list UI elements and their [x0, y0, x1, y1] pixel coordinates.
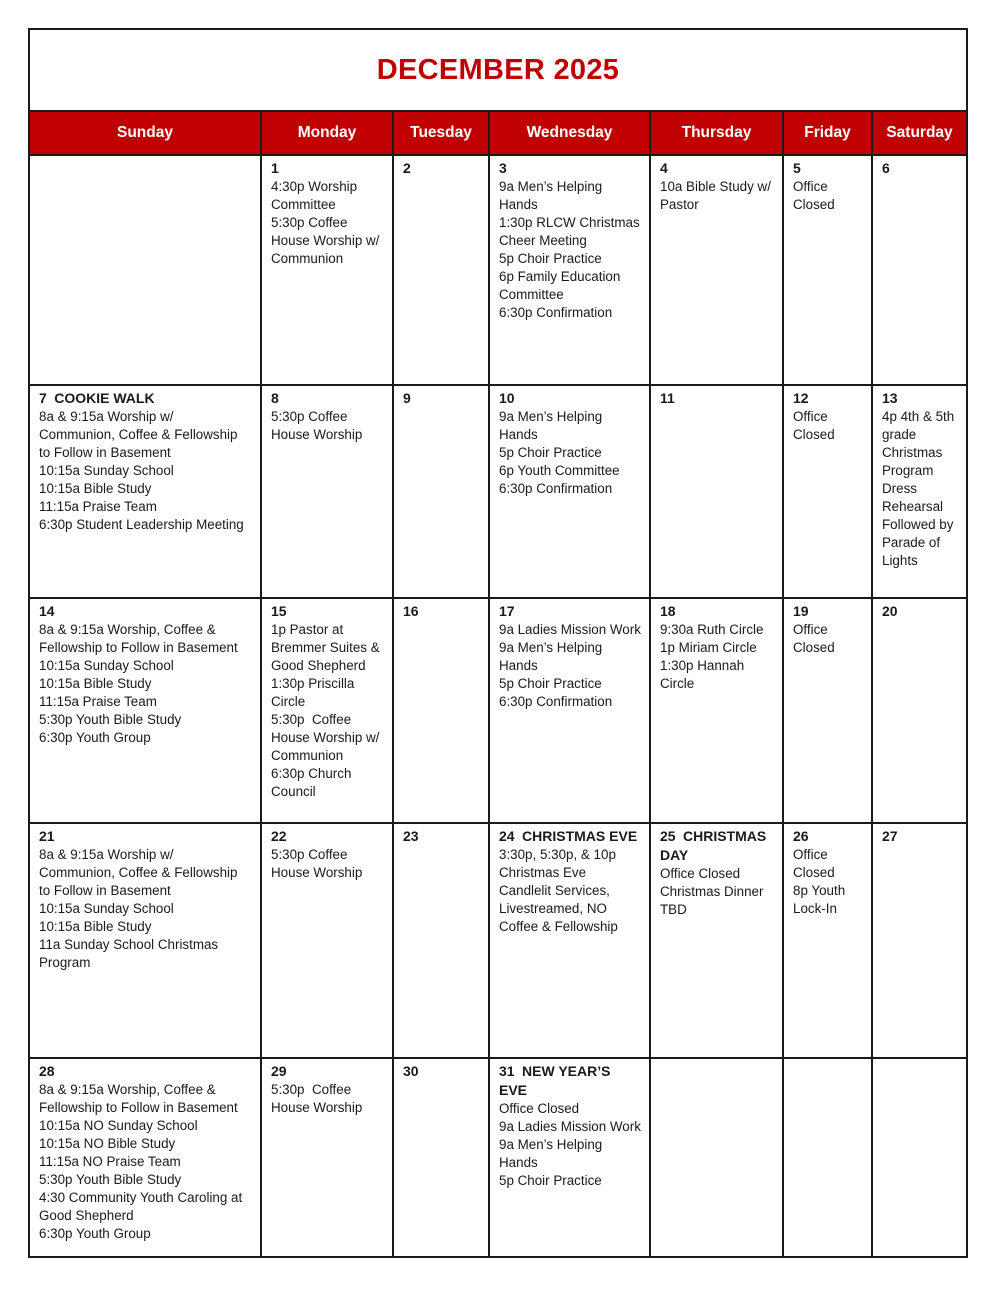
day-number: 29 — [271, 1063, 287, 1079]
event-item: 5:30p Coffee House Worship w/ Communion — [271, 215, 384, 266]
event-item: 5:30p Youth Bible Study — [39, 1172, 182, 1187]
day-number: 27 — [882, 828, 898, 844]
day-label: CHRISTMAS EVE — [522, 828, 638, 844]
day-label: NEW YEAR’S EVE — [499, 1063, 611, 1098]
day-cell-19 — [784, 599, 873, 824]
event-item: 6p Youth Committee — [499, 463, 620, 478]
day-heading — [793, 602, 863, 621]
day-number: 19 — [793, 603, 809, 619]
event-item: 6:30p Youth Group — [39, 1226, 151, 1241]
day-number: 30 — [403, 1063, 419, 1079]
event-item: 10:15a NO Bible Study — [39, 1136, 176, 1151]
event-item: 4:30p Worship Committee — [271, 179, 361, 212]
day-cell-29 — [262, 1059, 394, 1256]
day-cell-21 — [30, 824, 262, 1059]
day-heading — [499, 389, 641, 408]
day-heading — [403, 389, 480, 408]
event-item: 1p Miriam Circle — [660, 640, 757, 655]
event-item: 6:30p Confirmation — [499, 481, 613, 496]
calendar-page — [28, 28, 968, 1258]
day-heading — [499, 1062, 641, 1100]
day-heading — [793, 827, 863, 846]
weekday-header-saturday: Saturday — [886, 124, 953, 141]
weekday-header-friday: Friday — [784, 112, 873, 154]
event-item: 5p Choir Practice — [499, 445, 602, 460]
empty-day-cell — [784, 1059, 873, 1256]
day-cell-23 — [394, 824, 490, 1059]
day-heading — [39, 389, 252, 408]
day-heading — [39, 1062, 252, 1081]
event-item: 11:15a Praise Team — [39, 694, 157, 709]
day-cell-17 — [490, 599, 651, 824]
day-heading — [660, 827, 774, 865]
day-heading — [499, 827, 641, 846]
day-cell-5 — [784, 156, 873, 386]
day-number: 5 — [793, 160, 801, 176]
day-number: 15 — [271, 603, 287, 619]
event-item: 1:30p RLCW Christmas Cheer Meeting — [499, 215, 644, 248]
day-number: 21 — [39, 828, 55, 844]
day-number: 26 — [793, 828, 809, 844]
day-number: 8 — [271, 390, 279, 406]
day-cell-28 — [30, 1059, 262, 1256]
event-item: 10:15a Bible Study — [39, 481, 152, 496]
weekday-header-wednesday: Wednesday — [490, 112, 651, 154]
weekday-header-sunday: Sunday — [30, 112, 262, 154]
event-item: 9a Ladies Mission Work — [499, 1119, 641, 1134]
event-item: 5p Choir Practice — [499, 676, 602, 691]
day-heading — [271, 1062, 384, 1081]
event-item: Office Closed — [793, 622, 835, 655]
day-heading — [499, 159, 641, 178]
event-item: 1:30p Hannah Circle — [660, 658, 748, 691]
day-heading — [499, 602, 641, 621]
empty-day-cell — [873, 1059, 966, 1256]
day-cell-11 — [651, 386, 784, 599]
event-item: 3:30p, 5:30p, & 10p Christmas Eve Candlelit Services, Livestreamed, NO Coffee & Fellowship — [499, 847, 620, 934]
day-number: 12 — [793, 390, 809, 406]
event-item: Office Closed — [793, 409, 835, 442]
day-cell-10 — [490, 386, 651, 599]
day-cell-24 — [490, 824, 651, 1059]
day-number: 4 — [660, 160, 668, 176]
day-cell-14 — [30, 599, 262, 824]
day-number: 14 — [39, 603, 55, 619]
event-item: 6:30p Confirmation — [499, 305, 613, 320]
day-number: 13 — [882, 390, 898, 406]
title-band — [30, 30, 966, 112]
event-item: 5p Choir Practice — [499, 251, 602, 266]
day-heading — [403, 1062, 480, 1081]
day-heading — [660, 159, 774, 178]
event-item: Office Closed — [793, 847, 835, 880]
day-heading — [882, 827, 958, 846]
day-number: 18 — [660, 603, 676, 619]
weekday-header-tuesday: Tuesday — [394, 112, 490, 154]
event-item: 6:30p Church Council — [271, 766, 356, 799]
day-cell-1 — [262, 156, 394, 386]
day-cell-12 — [784, 386, 873, 599]
day-number: 7 — [39, 390, 47, 406]
event-item: 5:30p Coffee House Worship — [271, 1082, 363, 1115]
event-item: Office Closed — [499, 1101, 580, 1116]
day-cell-27 — [873, 824, 966, 1059]
day-heading — [39, 602, 252, 621]
day-number: 10 — [499, 390, 515, 406]
event-item: 5:30p Coffee House Worship — [271, 847, 363, 880]
day-cell-25 — [651, 824, 784, 1059]
day-number: 17 — [499, 603, 515, 619]
event-item: 4:30 Community Youth Caroling at Good Shepherd — [39, 1190, 246, 1223]
event-item: 6:30p Youth Group — [39, 730, 151, 745]
day-cell-6 — [873, 156, 966, 386]
day-number: 3 — [499, 160, 507, 176]
day-label: COOKIE WALK — [54, 390, 155, 406]
event-item: 9a Men’s Helping Hands — [499, 409, 606, 442]
event-item: Christmas Dinner TBD — [660, 884, 767, 917]
day-cell-7 — [30, 386, 262, 599]
event-item: 9:30a Ruth Circle — [660, 622, 764, 637]
event-item: Office Closed — [793, 179, 835, 212]
event-item: 8a & 9:15a Worship w/ Communion, Coffee & Fellowship to Follow in Basement — [39, 409, 242, 460]
event-item: 8a & 9:15a Worship, Coffee & Fellowship to Follow in Basement — [39, 1082, 238, 1115]
day-number: 16 — [403, 603, 419, 619]
event-item: 5p Choir Practice — [499, 1173, 602, 1188]
day-cell-16 — [394, 599, 490, 824]
empty-day-cell — [651, 1059, 784, 1256]
day-heading — [271, 159, 384, 178]
day-cell-4 — [651, 156, 784, 386]
calendar-title: DECEMBER 2025 — [376, 53, 620, 86]
day-number: 9 — [403, 390, 411, 406]
event-item: 8a & 9:15a Worship, Coffee & Fellowship to Follow in Basement — [39, 622, 238, 655]
day-number: 6 — [882, 160, 890, 176]
day-number: 22 — [271, 828, 287, 844]
event-item: 9a Men’s Helping Hands — [499, 179, 606, 212]
event-item: 11a Sunday School Christmas Program — [39, 937, 222, 970]
event-item: 9a Ladies Mission Work — [499, 622, 641, 637]
event-item: 5:30p Youth Bible Study — [39, 712, 182, 727]
day-cell-13 — [873, 386, 966, 599]
event-item: 4p 4th & 5th grade Christmas Program Dress Rehearsal Followed by Parade of Lights — [882, 409, 958, 568]
day-cell-26 — [784, 824, 873, 1059]
day-number: 2 — [403, 160, 411, 176]
day-cell-2 — [394, 156, 490, 386]
event-item: 10:15a Bible Study — [39, 676, 152, 691]
day-cell-22 — [262, 824, 394, 1059]
weekday-header-monday: Monday — [262, 112, 394, 154]
day-label: CHRISTMAS DAY — [660, 828, 767, 863]
day-heading — [882, 602, 958, 621]
empty-day-cell — [30, 156, 262, 386]
event-item: 9a Men’s Helping Hands — [499, 1137, 606, 1170]
day-cell-3 — [490, 156, 651, 386]
day-heading — [271, 827, 384, 846]
day-heading — [660, 602, 774, 621]
weekday-header-row — [30, 112, 966, 156]
day-cell-9 — [394, 386, 490, 599]
day-cell-18 — [651, 599, 784, 824]
day-number: 23 — [403, 828, 419, 844]
day-cell-15 — [262, 599, 394, 824]
day-heading — [793, 159, 863, 178]
day-heading — [882, 159, 958, 178]
weekday-header-thursday: Thursday — [651, 112, 784, 154]
day-number: 24 — [499, 828, 515, 844]
day-heading — [271, 389, 384, 408]
event-item: 5:30p Coffee House Worship w/ Communion — [271, 712, 384, 763]
day-heading — [660, 389, 774, 408]
event-item: 11:15a Praise Team — [39, 499, 157, 514]
day-number: 31 — [499, 1063, 515, 1079]
event-item: 11:15a NO Praise Team — [39, 1154, 181, 1169]
event-item: 6:30p Confirmation — [499, 694, 613, 709]
event-item: 10:15a Bible Study — [39, 919, 152, 934]
day-heading — [403, 827, 480, 846]
day-number: 25 — [660, 828, 676, 844]
day-number: 11 — [660, 390, 675, 406]
event-item: 10:15a Sunday School — [39, 658, 174, 673]
day-heading — [39, 827, 252, 846]
day-cell-31 — [490, 1059, 651, 1256]
event-item: 8a & 9:15a Worship w/ Communion, Coffee & Fellowship to Follow in Basement — [39, 847, 242, 898]
event-item: 5:30p Coffee House Worship — [271, 409, 363, 442]
event-item: 8p Youth Lock-In — [793, 883, 849, 916]
event-item: 10:15a Sunday School — [39, 901, 174, 916]
event-item: 9a Men’s Helping Hands — [499, 640, 606, 673]
event-item: 10:15a Sunday School — [39, 463, 174, 478]
event-item: 1:30p Priscilla Circle — [271, 676, 359, 709]
event-item: 6p Family Education Committee — [499, 269, 625, 302]
day-cell-8 — [262, 386, 394, 599]
day-cell-30 — [394, 1059, 490, 1256]
day-heading — [271, 602, 384, 621]
day-number: 1 — [271, 160, 279, 176]
day-heading — [403, 159, 480, 178]
day-heading — [793, 389, 863, 408]
day-number: 28 — [39, 1063, 55, 1079]
event-item: Office Closed — [660, 866, 741, 881]
event-item: 1p Pastor at Bremmer Suites & Good Shepherd — [271, 622, 384, 673]
event-item: 10:15a NO Sunday School — [39, 1118, 198, 1133]
event-item: 10a Bible Study w/ Pastor — [660, 179, 775, 212]
day-heading — [403, 602, 480, 621]
day-heading — [882, 389, 958, 408]
day-number: 20 — [882, 603, 898, 619]
event-item: 6:30p Student Leadership Meeting — [39, 517, 244, 532]
day-cell-20 — [873, 599, 966, 824]
